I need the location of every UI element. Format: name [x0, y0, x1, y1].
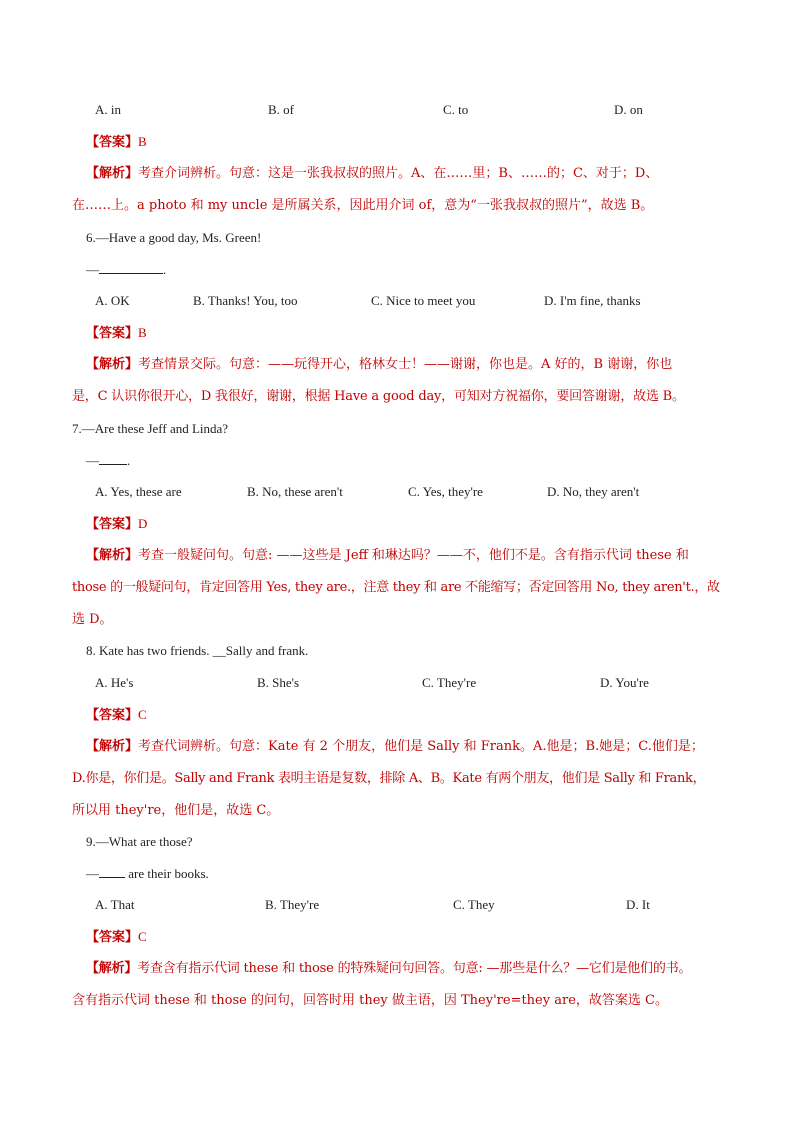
q5-explanation-line-2: 在……上。a photo 和 my uncle 是所属关系，因此用介词 of，意为“一张我叔叔的照片”，故选 B。 — [72, 198, 654, 213]
q8-explanation-line-2: D.你是，你们是。Sally and Frank 表明主语是复数，排除 A、B。Kate 有两个朋友，他们是 Sally 和 Frank， — [72, 771, 706, 786]
q8-option-b: B. She's — [257, 675, 300, 690]
q8-stem: 8. Kate has two friends. __Sally and frank. — [86, 643, 309, 658]
q9-reply: — are their books. — [86, 866, 209, 881]
q6-option-b: B. Thanks! You, too — [193, 293, 298, 308]
q7-answer: 【答案】D — [86, 516, 148, 532]
q9-option-c: C. They — [453, 897, 495, 912]
q7-stem: 7.—Are these Jeff and Linda? — [72, 421, 229, 436]
q6-option-c: C. Nice to meet you — [371, 293, 476, 308]
q8-option-a: A. He's — [95, 675, 134, 690]
q7-explanation-line-2: those 的一般疑问句，肯定回答用 Yes, they are.，注意 they 和 are 不能缩写；否定回答用 No, they aren't.，故 — [72, 580, 720, 595]
q7-option-c: C. Yes, they're — [408, 484, 483, 499]
q5-answer — [86, 132, 738, 153]
q9-option-b: B. They're — [265, 897, 320, 912]
q6-option-a: A. OK — [95, 293, 130, 308]
q5-option-b: B. of — [268, 102, 294, 117]
q7-reply: — . — [86, 453, 131, 468]
q8-option-c: C. They're — [422, 675, 477, 690]
answer-blank — [99, 865, 125, 878]
q5-option-d: D. on — [614, 102, 643, 117]
q7-explanation-line-1: 【解析】考查一般疑问句。句意: ——这些是 Jeff 和琳达吗？——不，他们不是。含有指示代词 these 和 — [86, 548, 689, 563]
q8-explanation-line-3: 所以用 they're，他们是，故选 C。 — [72, 803, 280, 818]
q9-option-a: A. That — [95, 897, 135, 912]
q6-stem: 6.—Have a good day, Ms. Green! — [86, 230, 262, 245]
answer-blank — [99, 261, 163, 274]
explanation-tag: 【解析】 — [86, 166, 139, 181]
q7-option-a: A. Yes, these are — [95, 484, 182, 499]
q5-option-a: A. in — [95, 102, 121, 117]
q9-explanation-line-1: 【解析】考查含有指示代词 these 和 those 的特殊疑问句回答。句意: —那些是什么？—它们是他们的书。 — [86, 961, 692, 976]
q7-option-d: D. No, they aren't — [547, 484, 640, 499]
q9-stem: 9.—What are those? — [86, 834, 193, 849]
q6-explanation-line-1: 【解析】考查情景交际。句意：——玩得开心，格林女士！——谢谢，你也是。A 好的，B 谢谢，你也 — [86, 357, 673, 372]
q7-option-b: B. No, these aren't — [247, 484, 343, 499]
q5-explanation-line-1: 【解析】考查介词辨析。句意：这是一张我叔叔的照片。A、在……里；B、……的；C、对于；D、 — [86, 166, 659, 181]
q8-explanation-line-1: 【解析】考查代词辨析。句意：Kate 有 2 个朋友，他们是 Sally 和 Frank。A.他是；B.她是；C.他们是； — [86, 739, 704, 754]
q6-answer: 【答案】B — [86, 325, 147, 341]
q5-option-c: C. to — [443, 102, 469, 117]
q9-explanation-line-2: 含有指示代词 these 和 those 的问句，回答时用 they 做主语，因 They're=they are，故答案选 C。 — [72, 993, 668, 1008]
answer-tag: 【答案】 — [86, 135, 139, 150]
q9-answer: 【答案】C — [86, 929, 147, 945]
q8-option-d: D. You're — [600, 675, 649, 690]
answer-value: B — [138, 134, 147, 149]
q8-answer: 【答案】C — [86, 707, 147, 723]
q9-option-d: D. It — [626, 897, 650, 912]
q6-explanation-line-2: 是，C 认识你很开心，D 我很好，谢谢，根据 Have a good day，可知对方祝福你，要回答谢谢，故选 B。 — [72, 389, 685, 404]
q6-option-d: D. I'm fine, thanks — [544, 293, 641, 308]
q6-reply: — . — [86, 262, 167, 277]
answer-blank — [99, 452, 127, 465]
q7-explanation-line-3: 选 D。 — [72, 612, 113, 627]
